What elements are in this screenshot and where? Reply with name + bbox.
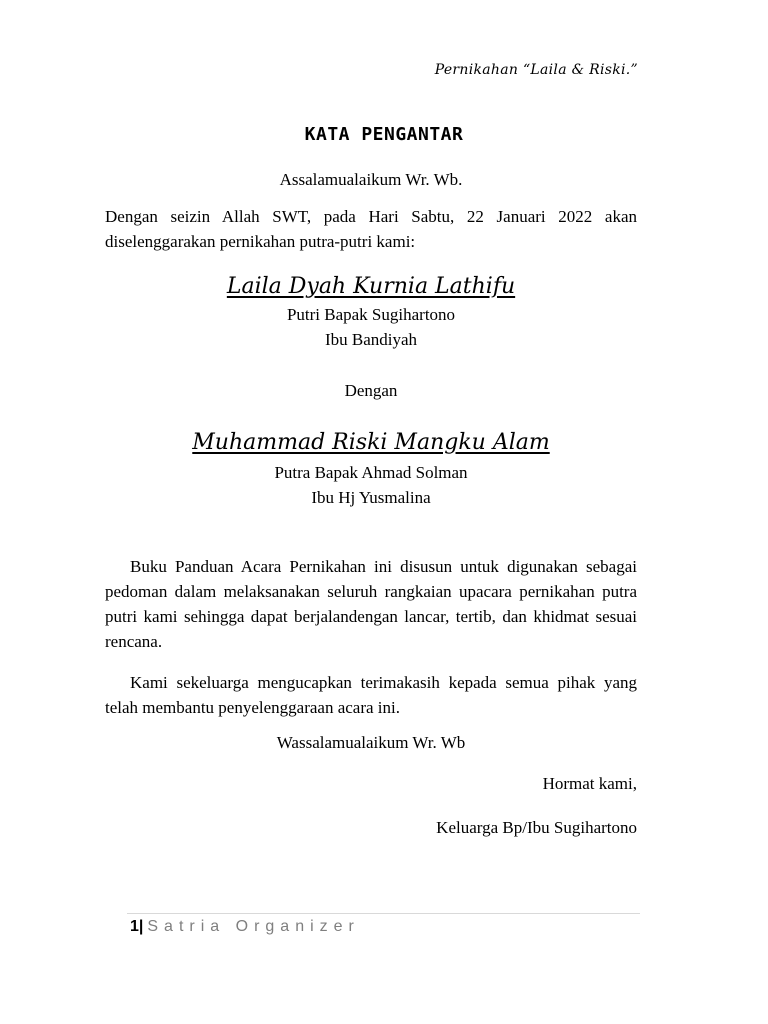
connector-text: Dengan [344,381,398,400]
bride-parent-father: Putri Bapak Sugihartono [286,305,456,324]
footer-divider [127,913,640,914]
page-footer [130,918,360,936]
bride-name: Laila Dyah Kurnia Lathifu [226,274,516,299]
body-paragraph-1: Buku Panduan Acara Pernikahan ini disusun untuk digunakan sebagai pedoman dalam melaksanakan seluruh rangkaian upacara pernikahan putra putri kami sehingga dapat berjalandengan lancar, tertib, dan khidmat sesuai rencana. [105,557,637,651]
signature: Keluarga Bp/Ibu Sugihartono [436,818,637,837]
running-header: Pernikahan “Laila & Riski.” [434,62,638,78]
bride-parent-mother: Ibu Bandiyah [324,330,418,349]
body-paragraph-2: Kami sekeluarga mengucapkan terimakasih kepada semua pihak yang telah membantu penyelenggaraan acara ini. [105,673,637,717]
greeting: Assalamualaikum Wr. Wb. [279,170,463,189]
groom-name: Muhammad Riski Mangku Alam [192,430,550,455]
page-number: 1| [130,918,144,935]
organizer-name: Satria Organizer [147,918,360,935]
regards: Hormat kami, [542,774,637,793]
closing-greeting: Wassalamualaikum Wr. Wb [276,733,466,752]
intro-paragraph: Dengan seizin Allah SWT, pada Hari Sabtu, 22 Januari 2022 akan diselenggarakan pernikahan putra-putri kami: [105,207,637,251]
page-title: KATA PENGANTAR [304,124,464,145]
groom-parent-mother: Ibu Hj Yusmalina [311,488,431,507]
groom-parent-father: Putra Bapak Ahmad Solman [274,463,468,482]
